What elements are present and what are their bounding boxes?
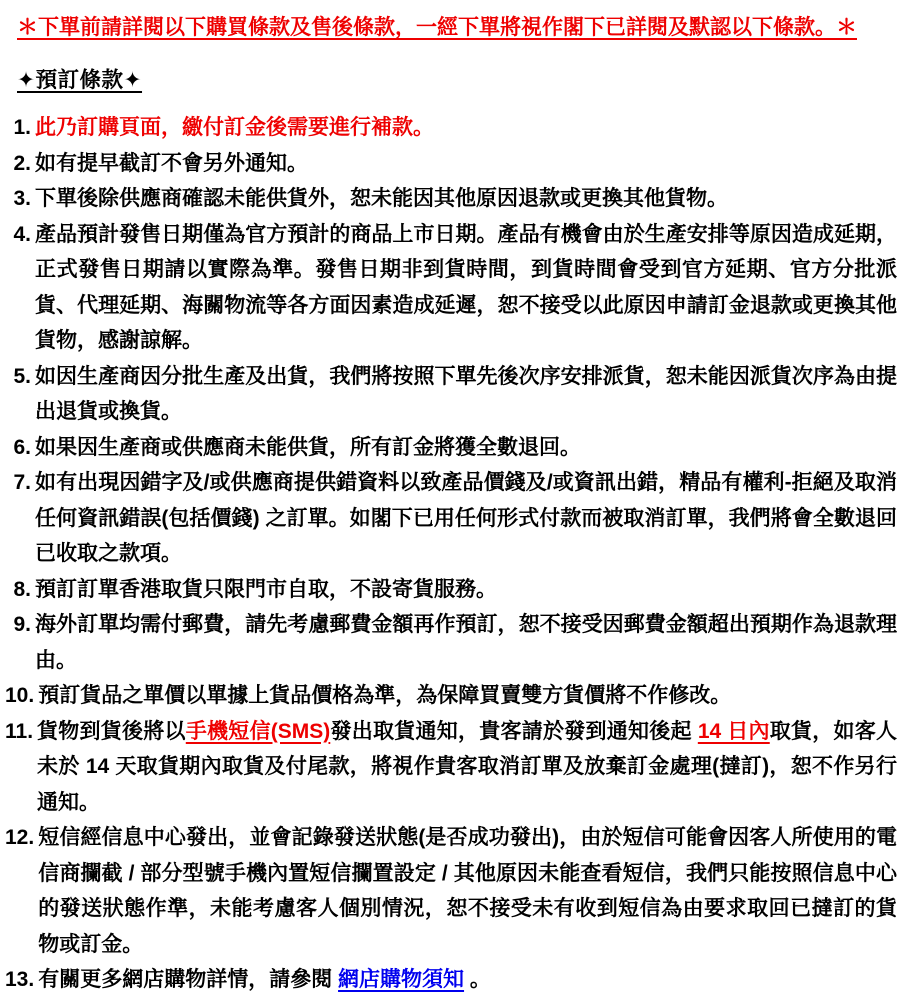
- term-number: 1.: [13, 116, 31, 139]
- term-number: 9.: [13, 613, 31, 636]
- term-text: [31, 359, 897, 430]
- text-segment: 有關更多網店購物詳情，請參閱: [38, 968, 339, 991]
- term-item: [13, 146, 897, 182]
- sms-highlight: 手機短信(SMS): [185, 719, 331, 743]
- text-segment: 預訂貨品之單價以單據上貨品價格為準，為保障買賣雙方貨價將不作修改。: [38, 684, 732, 707]
- term-text: [31, 146, 897, 182]
- store-shopping-notice-link[interactable]: 網店購物須知: [338, 968, 465, 991]
- term-text: [33, 714, 897, 821]
- text-segment: 。: [464, 968, 491, 991]
- pre-order-warning: ＊下單前請詳閱以下購買條款及售後條款，一經下單將視作閣下已詳閱及默認以下條款。＊: [17, 16, 857, 39]
- term-text: [34, 962, 897, 998]
- term-text: [34, 678, 897, 714]
- term-number: 3.: [13, 187, 31, 210]
- text-segment: 如有提早截訂不會另外通知。: [35, 151, 308, 175]
- term-number: 6.: [13, 435, 31, 459]
- term-item: [5, 678, 897, 714]
- text-segment: 取貨，如客人未於 14 天取貨期內取貨及付尾款，將視作貴客取消訂單及放棄訂金處理(撻訂)，恕不作另行通知。: [37, 719, 897, 814]
- term-text: [31, 181, 897, 217]
- term-number: 12.: [5, 826, 35, 849]
- term-item: [13, 572, 897, 608]
- term-text: [31, 607, 897, 678]
- text-segment: 如因生產商因分批生產及出貨，我們將按照下單先後次序安排派貨，恕未能因派貨次序為由提出退貨或換貨。: [35, 364, 897, 423]
- term-item: [13, 110, 897, 146]
- term-text: [31, 217, 897, 359]
- term-number: 2.: [13, 151, 31, 175]
- text-segment: 如有出現因錯字及/或供應商提供錯資料以致產品價錢及/或資訊出錯，精品有權利-拒絕及取消任何資訊錯誤(包括價錢) 之訂單。如閣下已用任何形式付款而被取消訂單，我們將會全數退回已收取之款項。: [35, 471, 897, 565]
- section-title-preorder-terms: ✦預訂條款✦: [17, 67, 143, 92]
- term-item: [5, 820, 897, 962]
- term-item: [13, 359, 897, 430]
- term-number: 5.: [13, 364, 31, 388]
- term-text: [31, 465, 897, 572]
- term-number: 13.: [5, 968, 35, 991]
- 14-days-highlight: 14 日內: [697, 719, 770, 743]
- term-number: 10.: [5, 684, 35, 707]
- term-item: [13, 430, 897, 466]
- term-item: [13, 217, 897, 359]
- term-number: 8.: [13, 577, 31, 601]
- term-number: 4.: [13, 222, 31, 246]
- term-text: [34, 820, 897, 962]
- text-segment: 下單後除供應商確認未能供貨外，恕未能因其他原因退款或更換其他貨物。: [35, 187, 728, 210]
- term-item: [13, 607, 897, 678]
- text-segment: 如果因生產商或供應商未能供貨，所有訂金將獲全數退回。: [35, 435, 581, 459]
- text-segment: 此乃訂購頁面，繳付訂金後需要進行補款。: [35, 116, 434, 139]
- term-item: [13, 181, 897, 217]
- term-item: [5, 962, 897, 998]
- term-number: 11.: [5, 719, 34, 743]
- term-item: [13, 465, 897, 572]
- text-segment: 產品預計發售日期僅為官方預計的商品上市日期。產品有機會由於生產安排等原因造成延期，正式發售日期請以實際為準。發售日期非到貨時間，到貨時間會受到官方延期、官方分批派貨、代理延期、海關物流等各方面因素造成延遲，恕不接受以此原因申請訂金退款或更換其他貨物，感謝諒解。: [35, 222, 897, 352]
- text-segment: 發出取貨通知，貴客請於發到通知後起: [330, 719, 698, 743]
- text-segment: 預訂訂單香港取貨只限門市自取，不設寄貨服務。: [35, 577, 497, 601]
- term-text: [31, 572, 897, 608]
- text-segment: 短信經信息中心發出，並會記錄發送狀態(是否成功發出)，由於短信可能會因客人所使用的電信商攔截 / 部分型號手機內置短信攔置設定 / 其他原因未能查看短信，我們只能按照信息中心的發送狀態作準，未能考慮客人個別情況，恕不接受未有收到短信為由要求取回已撻訂的貨物或訂金。: [38, 826, 897, 956]
- text-segment: 海外訂單均需付郵費，請先考慮郵費金額再作預訂，恕不接受因郵費金額超出預期作為退款理由。: [35, 613, 897, 672]
- term-text: [31, 110, 897, 146]
- text-segment: 貨物到貨後將以: [37, 719, 186, 743]
- term-item: [5, 714, 897, 821]
- term-number: 7.: [13, 471, 31, 494]
- terms-list: [5, 110, 897, 998]
- term-text: [31, 430, 897, 466]
